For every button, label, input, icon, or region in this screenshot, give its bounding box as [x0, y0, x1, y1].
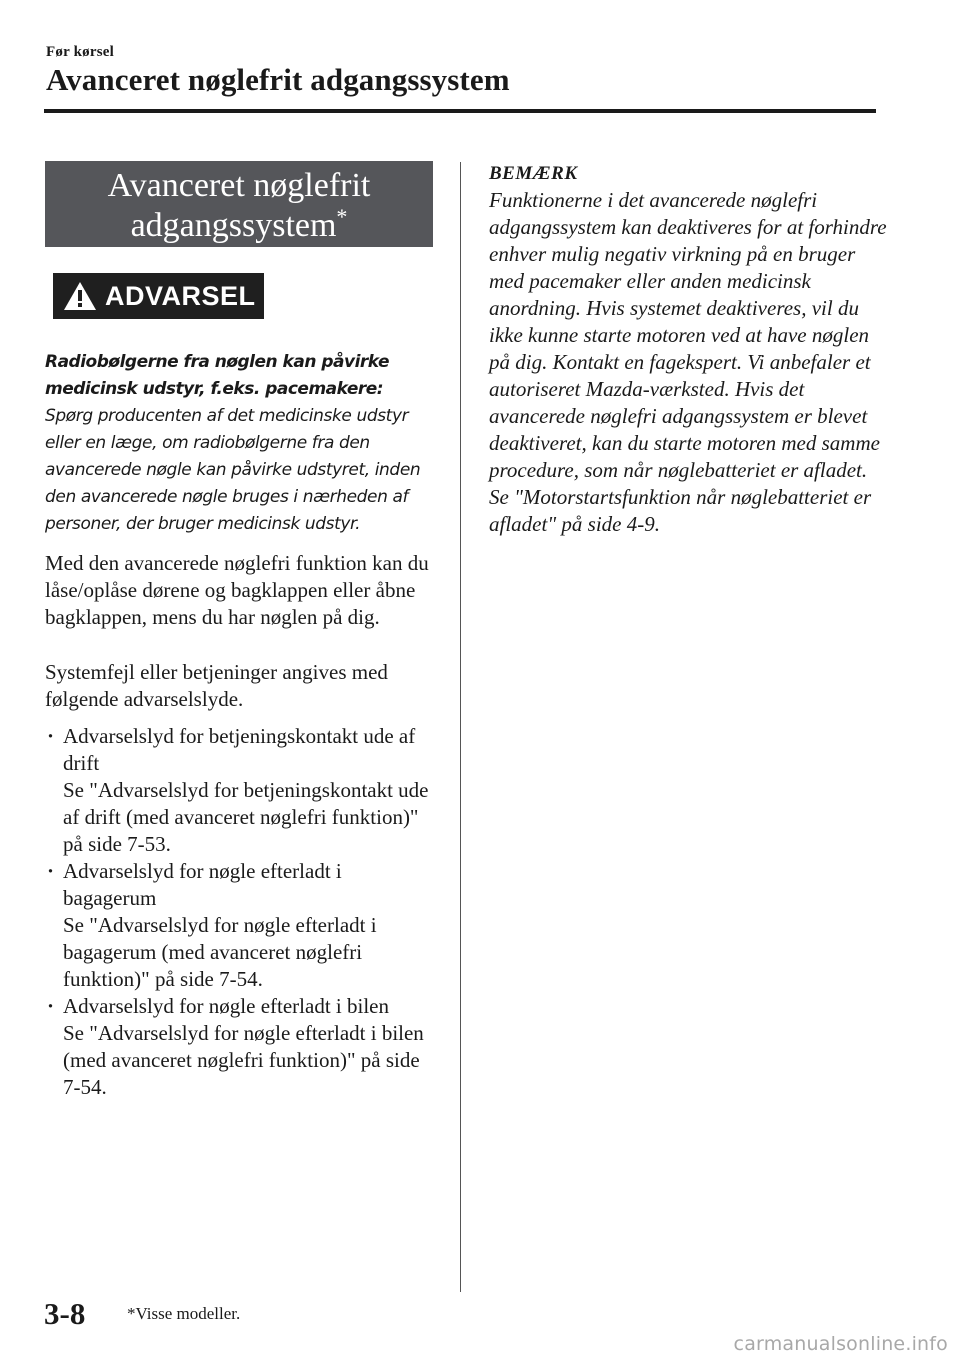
topic-heading-line2	[45, 206, 433, 246]
intro-paragraph: Med den avancerede nøglefri funktion kan du låse/oplåse dørene og bagklappen eller åbne bagklappen, mens du har nøglen på dig.	[45, 551, 429, 629]
header-rule	[44, 109, 876, 113]
list-item	[45, 993, 433, 1101]
models-footnote-mark: *	[336, 204, 348, 229]
list-item	[45, 723, 433, 858]
warning-heading: Radiobølgerne fra nøglen kan påvirke medicinsk udstyr, f.eks. pacemakere:	[45, 352, 390, 399]
column-divider	[460, 162, 461, 1292]
list-item-reference: Se "Advarselslyd for nøgle efterladt i bagagerum (med avanceret nøglefri funktion)" på side 7-54.	[63, 913, 377, 991]
list-item-reference: Se "Advarselslyd for nøgle efterladt i bilen (med avanceret nøglefri funktion)" på side 7-54.	[63, 1021, 424, 1099]
note-reference: Se "Motorstartsfunktion når nøglebatteriet er afladet" på side 4-9.	[489, 485, 872, 536]
list-item-title: · Advarselslyd for betjeningskontakt ude af drift	[63, 724, 416, 775]
note-title: BEMÆRK	[489, 163, 578, 184]
chapter-label: Før kørsel	[46, 44, 114, 60]
watermark: carmanualsonline.info	[733, 1333, 948, 1355]
alarm-list	[45, 723, 433, 1101]
section-title: Avanceret nøglefrit adgangssystem	[46, 62, 510, 97]
alarm-intro-paragraph: Systemfejl eller betjeninger angives med følgende advarselslyde.	[45, 660, 388, 711]
list-item-reference: Se "Advarselslyd for betjeningskontakt ude af drift (med avanceret nøglefri funktion)" på side 7-53.	[63, 778, 429, 856]
warning-badge	[53, 273, 264, 319]
footnote: *Visse modeller.	[127, 1304, 241, 1323]
list-item-title: · Advarselslyd for nøgle efterladt i bagagerum	[63, 859, 342, 910]
note-body: Funktionerne i det avancerede nøglefri adgangssystem kan deaktiveres for at forhindre enhver mulig negativ virkning på en bruger med pacemaker eller anden medicinsk anordning. Hvis systemet deaktiveres, vil du ikke kunne starte motoren ved at have nøglen på dig. Kontakt en fagekspert. Vi anbefaler et autoriseret Mazda-værksted. Hvis det avancerede nøglefri adgangssystem er blevet deaktiveret, kan du starte motoren med samme procedure, som når nøglebatteriet er afladet.	[489, 188, 887, 482]
warning-triangle-icon	[63, 281, 97, 311]
page-number: 3-8	[44, 1296, 86, 1331]
topic-heading-line1: Avanceret nøglefrit	[107, 167, 371, 204]
list-item	[45, 858, 433, 993]
warning-body: Spørg producenten af det medicinske udstyr eller en læge, om radiobølgerne fra den avancerede nøgle kan påvirke udstyret, inden den avancerede nøgle bruges i nærheden af personer, der bruger medicinsk udstyr.	[45, 406, 421, 534]
list-item-title: · Advarselslyd for nøgle efterladt i bilen	[63, 994, 389, 1018]
topic-heading	[45, 161, 433, 247]
left-column	[45, 161, 433, 1101]
warning-badge-label: ADVARSEL	[105, 280, 256, 311]
topic-heading-line2-text: adgangssystem	[130, 207, 337, 244]
right-column	[489, 161, 889, 538]
